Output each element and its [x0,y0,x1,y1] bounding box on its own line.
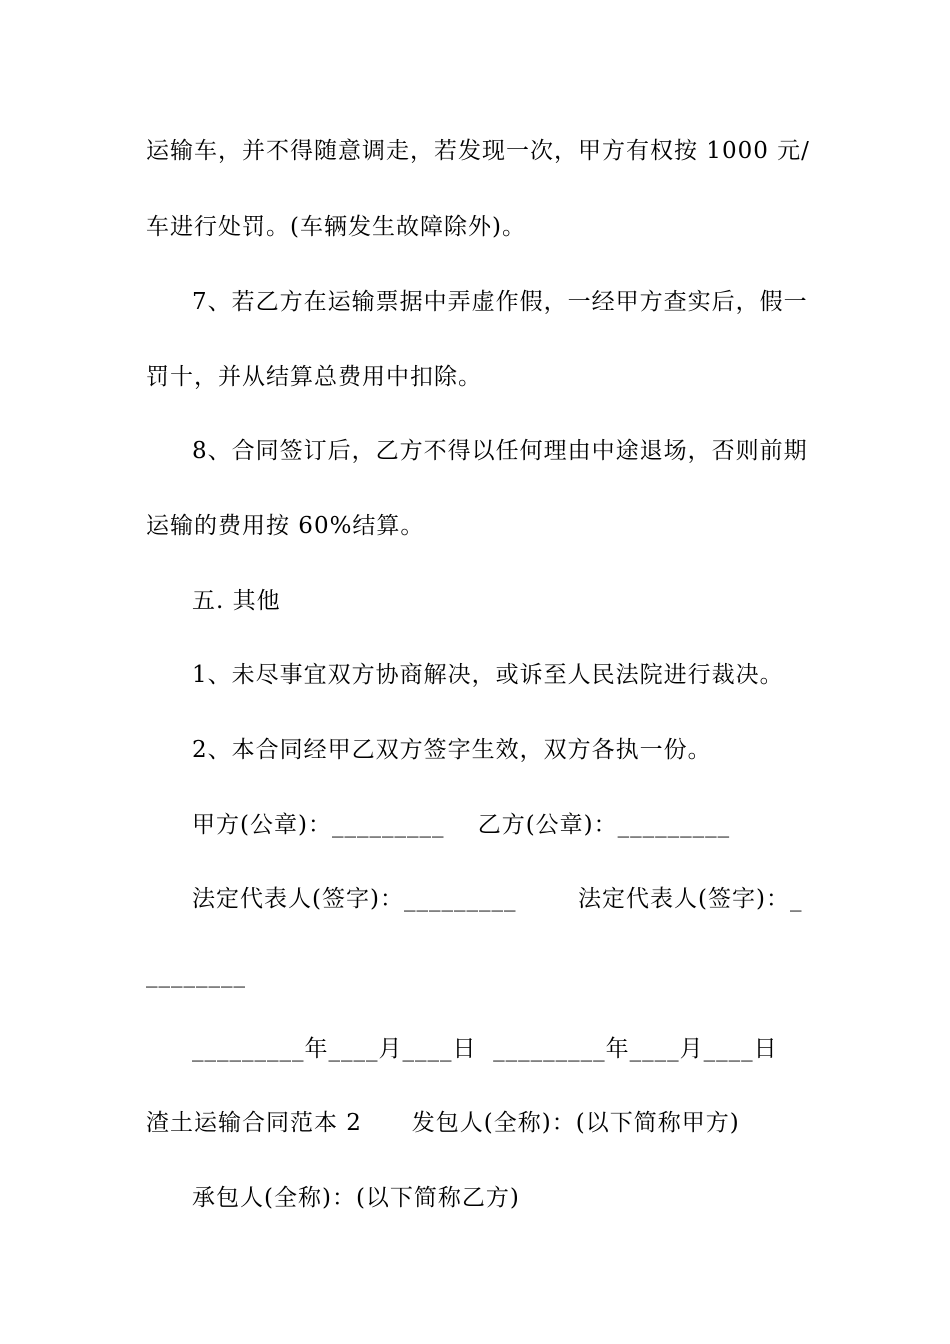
text-line: 承包人(全称)：(以下简称乙方) [192,1185,520,1211]
signature-line: 法定代表人(签字)：_ [578,886,803,912]
text-line: 罚十，并从结算总费用中扣除。 [146,364,482,390]
signature-line: 法定代表人(签字)：_________ [192,886,517,912]
text-line: 运输的费用按 60%结算。 [146,513,425,539]
signature-line: 甲方(公章)：_________ 乙方(公章)：_________ [192,812,731,838]
text-line: 7、若乙方在运输票据中弄虚作假，一经甲方查实后，假一 [192,289,808,315]
section-heading: 五. 其他 [192,588,281,614]
text-line: 运输车，并不得随意调走，若发现一次，甲方有权按 1000 元/ [146,138,810,164]
signature-line: ________ [146,962,246,988]
text-line: 车进行处罚。(车辆发生故障除外)。 [146,214,526,240]
text-line: 1、未尽事宜双方协商解决，或诉至人民法院进行裁决。 [192,662,784,688]
date-line: _________年____月____日 _________年____月____日 [192,1036,778,1062]
text-line: 8、合同签订后，乙方不得以任何理由中途退场，否则前期 [192,438,808,464]
text-line: 渣土运输合同范本 2 发包人(全称)：(以下简称甲方) [146,1110,740,1136]
text-line: 2、本合同经甲乙双方签字生效，双方各执一份。 [192,737,712,763]
